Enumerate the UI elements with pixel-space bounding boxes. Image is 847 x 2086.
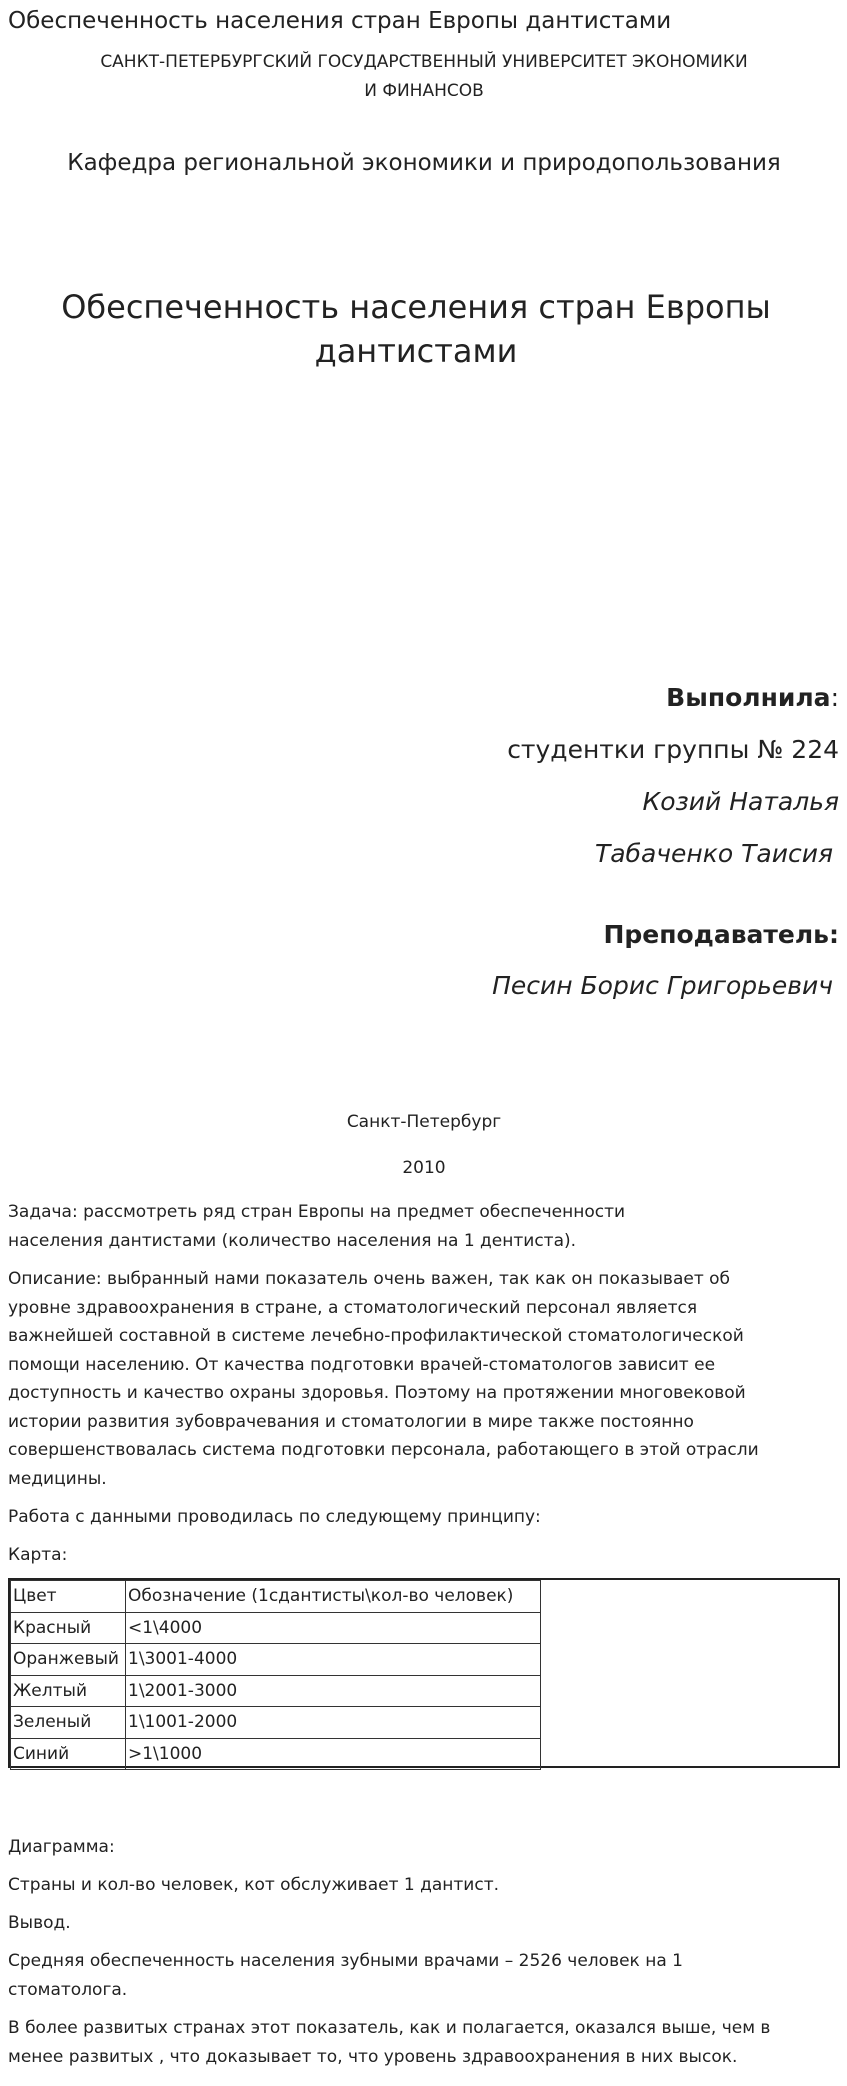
developed-line-2: менее развитых , что доказывает то, что уровень здравоохранения в них высок. [8, 2046, 738, 2067]
legend-color-cell: Синий [11, 1738, 126, 1770]
legend-header-meaning: Обозначение (1сдантисты\кол-во человек) [126, 1581, 541, 1613]
student-group: студентки группы № 224 [507, 735, 839, 764]
legend-header-row [11, 1581, 541, 1613]
average-paragraph [8, 1947, 828, 2004]
map-label: Карта: [8, 1545, 68, 1565]
performed-by-label [666, 683, 839, 712]
diagram-label: Диаграмма: [8, 1837, 115, 1857]
description-line-4: помощи населению. От качества подготовки врачей-стоматологов зависит ее [8, 1354, 716, 1375]
main-title [40, 285, 792, 373]
description-line-8: медицины. [8, 1468, 107, 1489]
university-name [8, 48, 840, 106]
description-line-6: истории развития зубоврачевания и стоматологии в мире также постоянно [8, 1411, 694, 1432]
city: Санкт-Петербург [346, 1112, 502, 1132]
description-line-3: важнейшей составной в системе лечебно-профилактической стоматологической [8, 1326, 744, 1346]
description-line-1: Описание: выбранный нами показатель очень важен, так как он показывает об [8, 1269, 731, 1289]
legend-color-cell: Зеленый [11, 1707, 126, 1739]
task-paragraph [8, 1198, 828, 1255]
description-line-7: совершенствовалась система подготовки персонала, работающего в этой отрасли [8, 1440, 759, 1460]
student-name-1: Козий Наталья [642, 787, 839, 816]
legend-color-cell: Красный [11, 1612, 126, 1644]
university-name-line-2: И ФИНАНСОВ [364, 81, 484, 101]
description-line-2: уровне здравоохранения в стране, а стоматологический персонал является [8, 1297, 698, 1318]
description-paragraph [8, 1265, 828, 1493]
average-line-2: стоматолога. [8, 1979, 128, 2000]
work-principle-paragraph: Работа с данными проводилась по следующему принципу: [8, 1507, 541, 1527]
student-name-2: Табаченко Таисия [594, 839, 833, 868]
legend-color-cell: Оранжевый [11, 1644, 126, 1676]
legend-value-cell: 1\1001-2000 [126, 1707, 541, 1739]
main-title-line-1: Обеспеченность населения стран Европы [61, 288, 771, 326]
department-name: Кафедра региональной экономики и природопользования [67, 150, 781, 176]
performed-by-colon: : [830, 683, 839, 712]
legend-value-cell: <1\4000 [126, 1612, 541, 1644]
conclusion-label: Вывод. [8, 1913, 71, 1933]
diagram-caption: Страны и кол-во человек, кот обслуживает 1 дантист. [8, 1875, 499, 1895]
legend-row [11, 1612, 541, 1644]
performed-by-word: Выполнила [666, 683, 831, 712]
legend-row [11, 1738, 541, 1770]
legend-row [11, 1644, 541, 1676]
legend-header-color: Цвет [11, 1581, 126, 1613]
main-title-line-2: дантистами [314, 332, 518, 370]
average-line-1: Средняя обеспеченность населения зубными врачами – 2526 человек на 1 [8, 1951, 683, 1971]
legend-frame [8, 1578, 840, 1768]
task-line-2: населения дантистами (количество населения на 1 дентиста). [8, 1230, 577, 1251]
legend-value-cell: 1\2001-3000 [126, 1675, 541, 1707]
legend-row [11, 1675, 541, 1707]
task-line-1: Задача: рассмотреть ряд стран Европы на предмет обеспеченности [8, 1202, 626, 1222]
legend-value-cell: >1\1000 [126, 1738, 541, 1770]
description-line-5: доступность и качество охраны здоровья. Поэтому на протяжении многовековой [8, 1383, 746, 1403]
legend-row [11, 1707, 541, 1739]
legend-table [10, 1580, 541, 1770]
university-name-line-1: САНКТ-ПЕТЕРБУРГСКИЙ ГОСУДАРСТВЕННЫЙ УНИВЕРСИТЕТ ЭКОНОМИКИ [100, 52, 748, 72]
legend-value-cell: 1\3001-4000 [126, 1644, 541, 1676]
legend-color-cell: Желтый [11, 1675, 126, 1707]
year: 2010 [402, 1158, 446, 1178]
document-title: Обеспеченность населения стран Европы дантистами [8, 8, 672, 34]
developed-paragraph [8, 2014, 828, 2071]
developed-line-1: В более развитых странах этот показатель, как и полагается, оказался выше, чем в [8, 2018, 771, 2038]
teacher-name: Песин Борис Григорьевич [492, 971, 833, 1000]
teacher-label: Преподаватель: [603, 920, 839, 949]
